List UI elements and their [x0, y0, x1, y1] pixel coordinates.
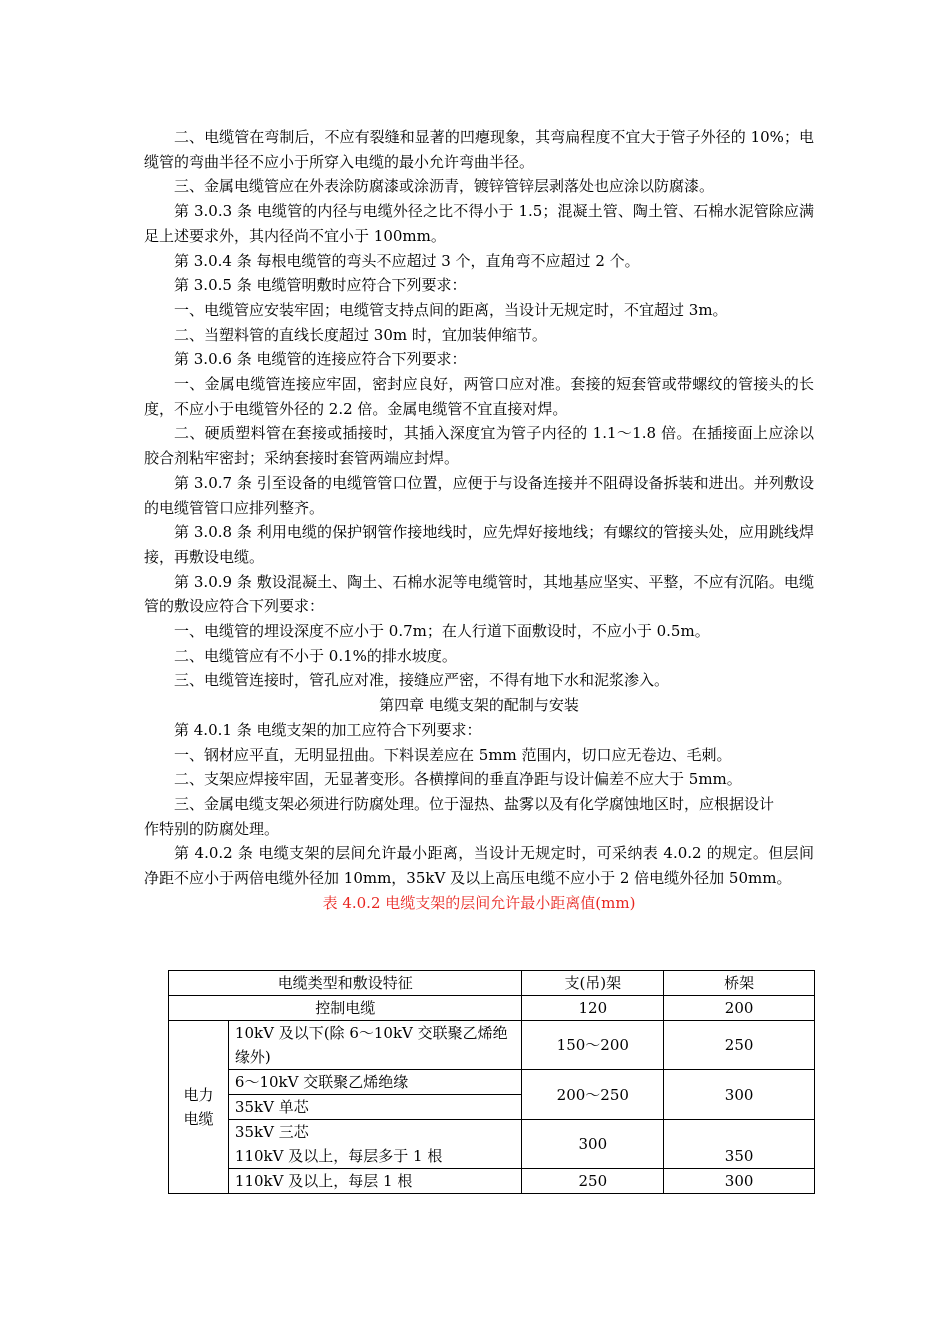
table-cell: 200 [664, 996, 815, 1021]
paragraph: 三、金属电缆管应在外表涂防腐漆或涂沥青，镀锌管锌层剥落处也应涂以防腐漆。 [174, 177, 715, 196]
table-cell: 200～250 [522, 1070, 664, 1120]
paragraph: 第 3.0.6 条 电缆管的连接应符合下列要求： [174, 350, 467, 369]
table-cell: 150～200 [522, 1021, 664, 1070]
paragraph: 第 4.0.1 条 电缆支架的加工应符合下列要求： [174, 720, 482, 739]
paragraph: 第 3.0.4 条 每根电缆管的弯头不应超过 3 个，直角弯不应超过 2 个。 [174, 251, 640, 270]
paragraph: 作特别的防腐处理。 [144, 819, 280, 838]
table-cell: 10kV 及以下(除 6～10kV 交联聚乙烯绝缘外) [228, 1021, 522, 1070]
paragraph: 三、电缆管连接时，管孔应对准，接缝应严密，不得有地下水和泥浆渗入。 [174, 671, 670, 690]
paragraph: 第 4.0.2 条 电缆支架的层间允许最小距离，当设计无规定时，可采纳表 4.0.2 的规定。但层间净距不应小于两倍电缆外径加 10mm，35kV 及以上高压电缆不应小于 2 倍电缆外径加 50mm。 [144, 844, 814, 888]
table-cell: 35kV 三芯 110kV 及以上，每层多于 1 根 [228, 1120, 522, 1169]
paragraph: 第 3.0.3 条 电缆管的内径与电缆外径之比不得小于 1.5；混凝土管、陶土管、石棉水泥管除应满足上述要求外，其内径尚不宜小于 100mm。 [144, 202, 814, 245]
table-cell: 250 [664, 1021, 815, 1070]
table-cell: 110kV 及以上，每层 1 根 [228, 1169, 522, 1194]
paragraph: 二、电缆管在弯制后，不应有裂缝和显著的凹瘪现象，其弯扁程度不宜大于管子外径的 10%；电缆管的弯曲半径不应小于所穿入电缆的最小允许弯曲半径。 [144, 128, 814, 171]
chapter-heading: 第四章 电缆支架的配制与安装 [379, 696, 579, 715]
paragraph: 一、金属电缆管连接应牢固，密封应良好，两管口应对准。套接的短套管或带螺纹的管接头的长度，不应小于电缆管外径的 2.2 倍。金属电缆管不宜直接对焊。 [144, 375, 814, 418]
paragraph: 二、硬质塑料管在套接或插接时，其插入深度宜为管子内径的 1.1～1.8 倍。在插接面上应涂以胶合剂粘牢密封；采纳套接时套管两端应封焊。 [144, 424, 814, 468]
paragraph: 二、当塑料管的直线长度超过 30m 时，宜加装伸缩节。 [174, 325, 547, 344]
table-cell: 电力 电缆 [169, 1021, 229, 1194]
table-cell: 300 [664, 1070, 815, 1120]
table-cell: 300 [664, 1169, 815, 1194]
table-row [169, 1120, 815, 1169]
paragraph: 一、电缆管的埋设深度不应小于 0.7m；在人行道下面敷设时，不应小于 0.5m。 [174, 622, 710, 641]
table-caption: 表 4.0.2 电缆支架的层间允许最小距离值(mm) [322, 893, 636, 912]
table-cell: 35kV 单芯 [228, 1095, 522, 1120]
paragraph: 第 3.0.9 条 敷设混凝土、陶土、石棉水泥等电缆管时，其地基应坚实、平整，不应有沉陷。电缆管的敷设应符合下列要求： [144, 572, 814, 616]
paragraph: 三、金属电缆支架必须进行防腐处理。位于湿热、盐雾以及有化学腐蚀地区时，应根据设计 [174, 794, 775, 813]
paragraph: 第 3.0.5 条 电缆管明敷时应符合下列要求： [174, 276, 467, 295]
table-cell: 300 [522, 1120, 664, 1169]
table-cell: 控制电缆 [169, 996, 522, 1021]
header-cell: 桥架 [664, 971, 815, 996]
paragraph: 第 3.0.7 条 引至设备的电缆管管口位置，应便于与设备连接并不阻碍设备拆装和进出。并列敷设的电缆管管口应排列整齐。 [144, 473, 814, 517]
table-row [169, 1021, 815, 1070]
table-cell: 6～10kV 交联聚乙烯绝缘 [228, 1070, 522, 1095]
table-cell: 250 [522, 1169, 664, 1194]
document-body [144, 125, 814, 915]
table-row [169, 1169, 815, 1194]
paragraph: 一、钢材应平直，无明显扭曲。下料误差应在 5mm 范围内，切口应无卷边、毛刺。 [174, 745, 732, 764]
table-row [169, 996, 815, 1021]
paragraph: 第 3.0.8 条 利用电缆的保护钢管作接地线时，应先焊好接地线；有螺纹的管接头处，应用跳线焊接，再敷设电缆。 [144, 523, 814, 566]
table-cell: 350 [664, 1120, 815, 1169]
table-header-row [169, 971, 815, 996]
table-cell: 120 [522, 996, 664, 1021]
header-cell: 电缆类型和敷设特征 [169, 971, 522, 996]
table-row [169, 1070, 815, 1095]
header-cell: 支(吊)架 [522, 971, 664, 996]
paragraph: 二、电缆管应有不小于 0.1%的排水坡度。 [174, 646, 457, 665]
spacing-table [168, 970, 815, 1194]
paragraph: 一、电缆管应安装牢固；电缆管支持点间的距离，当设计无规定时，不宜超过 3m。 [174, 300, 728, 319]
paragraph: 二、支架应焊接牢固，无显著变形。各横撑间的垂直净距与设计偏差不应大于 5mm。 [174, 770, 742, 789]
